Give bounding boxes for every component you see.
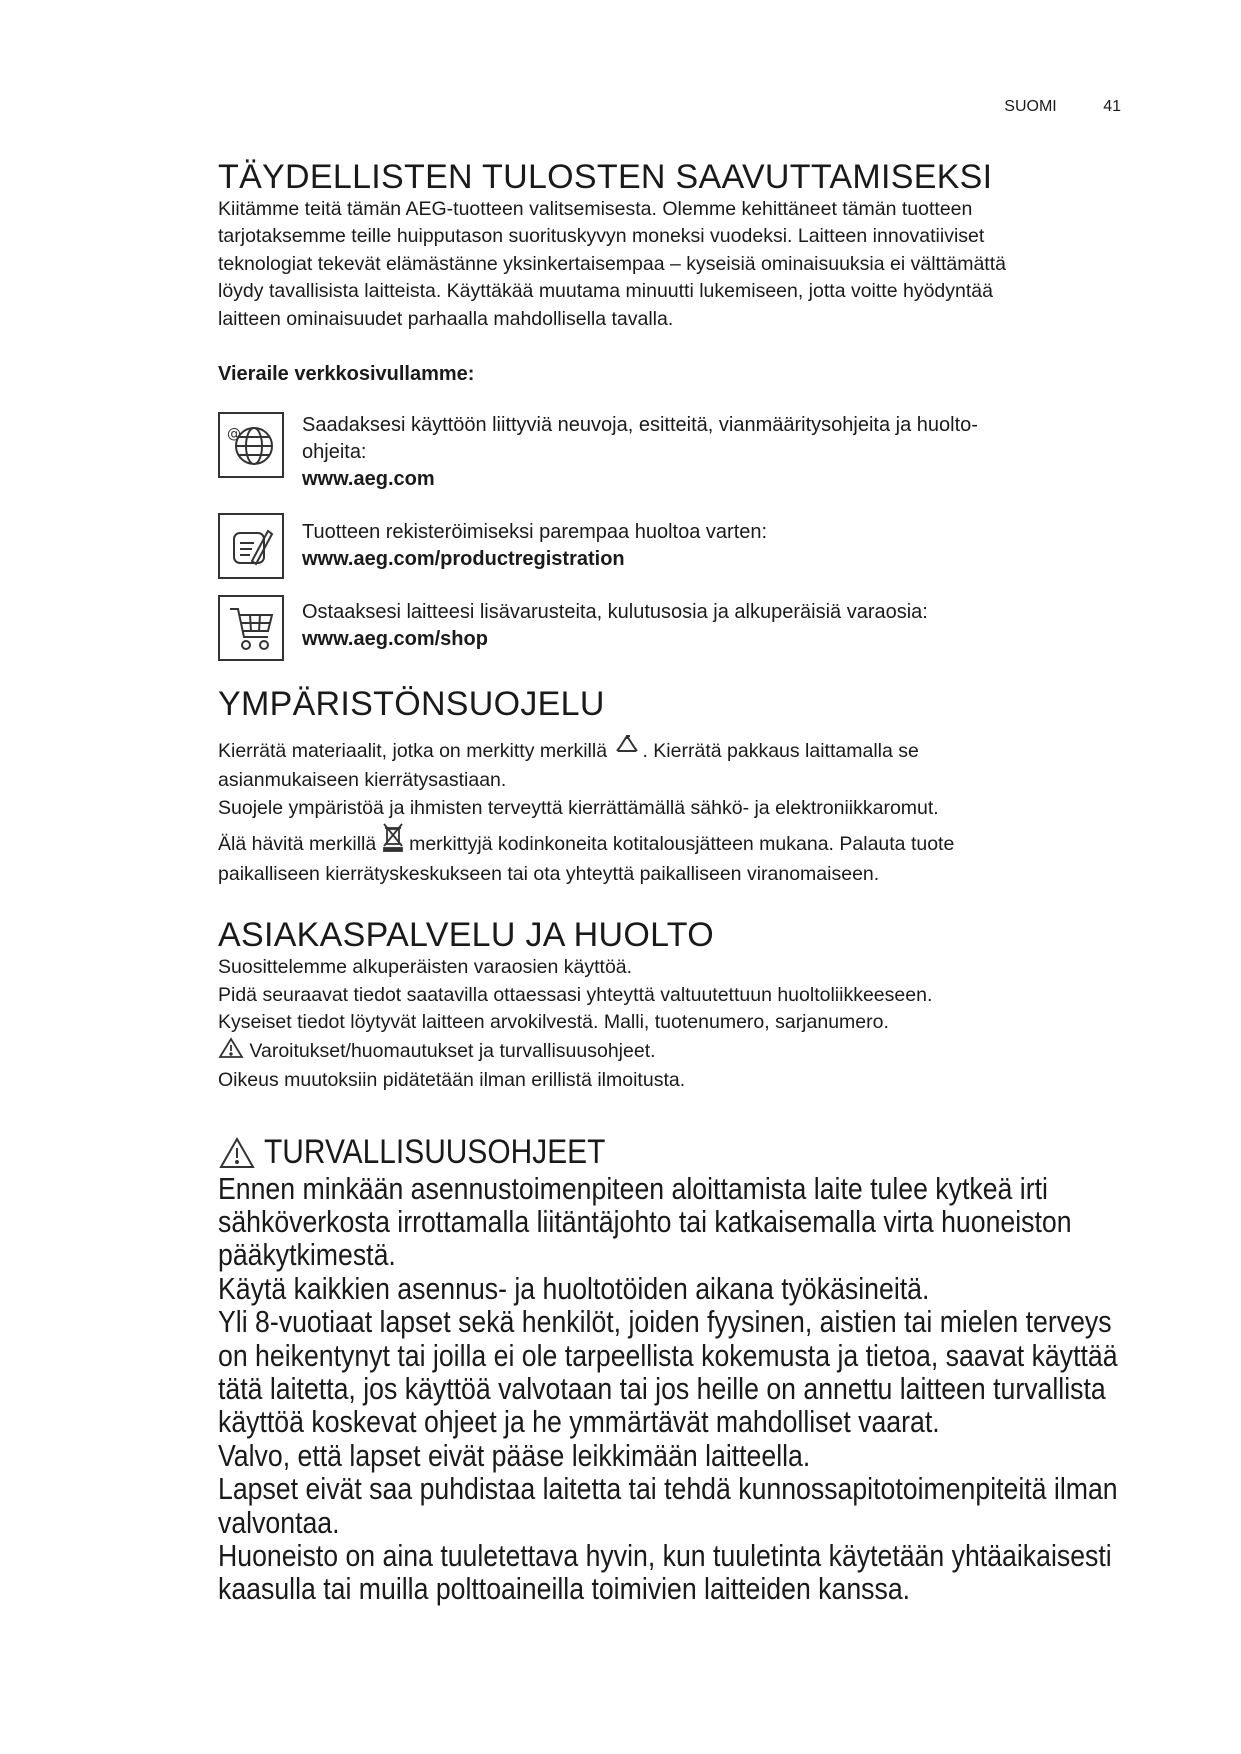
intro-line: laitteen ominaisuudet parhaalla mahdollisella tavalla. — [218, 307, 674, 330]
service-line: Kyseiset tiedot löytyvät laitteen arvokilvestä. Malli, tuotenumero, sarjanumero. — [218, 1011, 889, 1034]
shopping-cart-icon — [218, 595, 284, 661]
environment-title: YMPÄRISTÖNSUOJELU — [218, 685, 605, 724]
environment-line: . Kierrätä pakkaus laittamalla se — [642, 739, 919, 762]
service-section — [218, 918, 1138, 1094]
link-description: Tuotteen rekisteröimiseksi parempaa huoltoa varten: — [302, 521, 768, 544]
warning-icon — [218, 1136, 256, 1170]
service-title: ASIAKASPALVELU JA HUOLTO — [218, 916, 714, 955]
service-line: Varoitukset/huomautukset ja turvallisuusohjeet. — [249, 1039, 656, 1062]
link-description: Saadaksesi käyttöön liittyviä neuvoja, esitteitä, vianmääritysohjeita ja huolto- — [302, 414, 978, 437]
intro-text — [218, 196, 1138, 334]
intro-title: TÄYDELLISTEN TULOSTEN SAAVUTTAMISEKSI — [218, 158, 993, 196]
language-label: SUOMI — [1004, 98, 1057, 115]
safety-text — [218, 1172, 1138, 1606]
page-content — [218, 160, 1138, 1606]
environment-line: merkittyjä kodinkoneita kotitalousjätteen mukana. Palauta tuote — [403, 833, 955, 856]
intro-line: tarjotaksemme teille huipputason suorituskyvyn moneksi vuodeksi. Laitteen innovatiiviset — [218, 225, 985, 248]
page-header — [1004, 98, 1121, 116]
globe-icon — [218, 412, 284, 478]
support-link[interactable]: www.aeg.com — [302, 468, 435, 491]
intro-line: Kiitämme teitä tämän AEG-tuotteen valitsemisesta. Olemme kehittäneet tämän tuotteen — [218, 197, 973, 220]
registration-link[interactable]: www.aeg.com/productregistration — [302, 548, 625, 571]
safety-title: TURVALLISUUSOHJEET — [264, 1132, 606, 1171]
intro-section — [218, 160, 1138, 333]
safety-paragraph: Yli 8-vuotiaat lapset sekä henkilöt, joiden fyysinen, aistien tai mielen terveys on heikentynyt tai joilla ei ole tarpeellista kokemusta ja tietoa, saavat käyttää tätä laitetta, jos käyttöä valvotaan tai jos heille on annettu laitteen turvallista käyttöä koskevat ohjeet ja he ymmärtävät mahdolliset vaarat. — [218, 1304, 1118, 1440]
registration-icon — [218, 513, 284, 579]
environment-line: asianmukaiseen kierrätysastiaan. — [218, 769, 507, 792]
service-line: Pidä seuraavat tiedot saatavilla ottaessasi yhteyttä valtuutettuun huoltoliikkeeseen. — [218, 983, 933, 1006]
page-number: 41 — [1103, 98, 1121, 115]
recycle-icon — [612, 733, 642, 768]
link-text-registration — [302, 513, 767, 573]
safety-paragraph: Valvo, että lapset eivät pääse leikkimään laitteella. — [218, 1437, 811, 1473]
crossed-bin-icon — [382, 822, 404, 861]
environment-line: Älä hävitä merkillä — [218, 833, 382, 856]
safety-paragraph: Lapset eivät saa puhdistaa laitetta tai tehdä kunnossapitotoimenpiteitä ilman valvontaa. — [218, 1471, 1118, 1540]
service-text — [218, 954, 1138, 1095]
link-text-shop — [302, 595, 928, 653]
environment-line: Suojele ympäristöä ja ihmisten terveyttä kierrättämällä sähkö- ja elektroniikkaromut. — [218, 796, 939, 819]
environment-text — [218, 733, 1138, 889]
service-line: Oikeus muutoksiin pidätetään ilman erillistä ilmoitusta. — [218, 1069, 686, 1092]
safety-paragraph: Huoneisto on aina tuuletettava hyvin, kun tuuletinta käytetään yhtäaikaisesti kaasulla tai muilla polttoaineilla toimivien laitteiden kanssa. — [218, 1538, 1112, 1607]
intro-line: löydy tavallisista laitteista. Käyttäkää muutama minuutti lukemiseen, jotta voitte hyödyntää — [218, 280, 993, 303]
service-line: Suosittelemme alkuperäisten varaosien käyttöä. — [218, 956, 633, 979]
link-text-support — [302, 412, 978, 493]
visit-label: Vieraile verkkosivullamme: — [218, 363, 475, 386]
environment-line: Kierrätä materiaalit, jotka on merkitty merkillä — [218, 739, 613, 762]
environment-line: paikalliseen kierrätyskeskukseen tai ota yhteyttä paikalliseen viranomaiseen. — [218, 862, 880, 885]
link-row-support — [218, 412, 1138, 493]
safety-section — [218, 1133, 1138, 1606]
link-row-shop — [218, 595, 1138, 661]
link-description: Ostaaksesi laitteesi lisävarusteita, kulutusosia ja alkuperäisiä varaosia: — [302, 601, 928, 624]
svg-text:@: @ — [227, 426, 241, 443]
link-row-registration — [218, 513, 1138, 579]
safety-paragraph: Käytä kaikkien asennus- ja huoltotöiden aikana työkäsineitä. — [218, 1270, 930, 1306]
safety-heading — [218, 1133, 1138, 1172]
environment-section — [218, 687, 1138, 888]
warning-icon — [218, 1037, 244, 1068]
shop-link[interactable]: www.aeg.com/shop — [302, 628, 488, 651]
intro-line: teknologiat tekevät elämästänne yksinkertaisempaa – kyseisiä ominaisuuksia ei välttämättä — [218, 252, 1006, 275]
link-description-cont: ohjeita: — [302, 441, 367, 464]
safety-paragraph: Ennen minkään asennustoimenpiteen aloittamista laite tulee kytkeä irti sähköverkosta irrottamalla liitäntäjohto tai katkaisemalla virta huoneiston pääkytkimestä. — [218, 1170, 1072, 1273]
visit-section — [218, 363, 1138, 661]
